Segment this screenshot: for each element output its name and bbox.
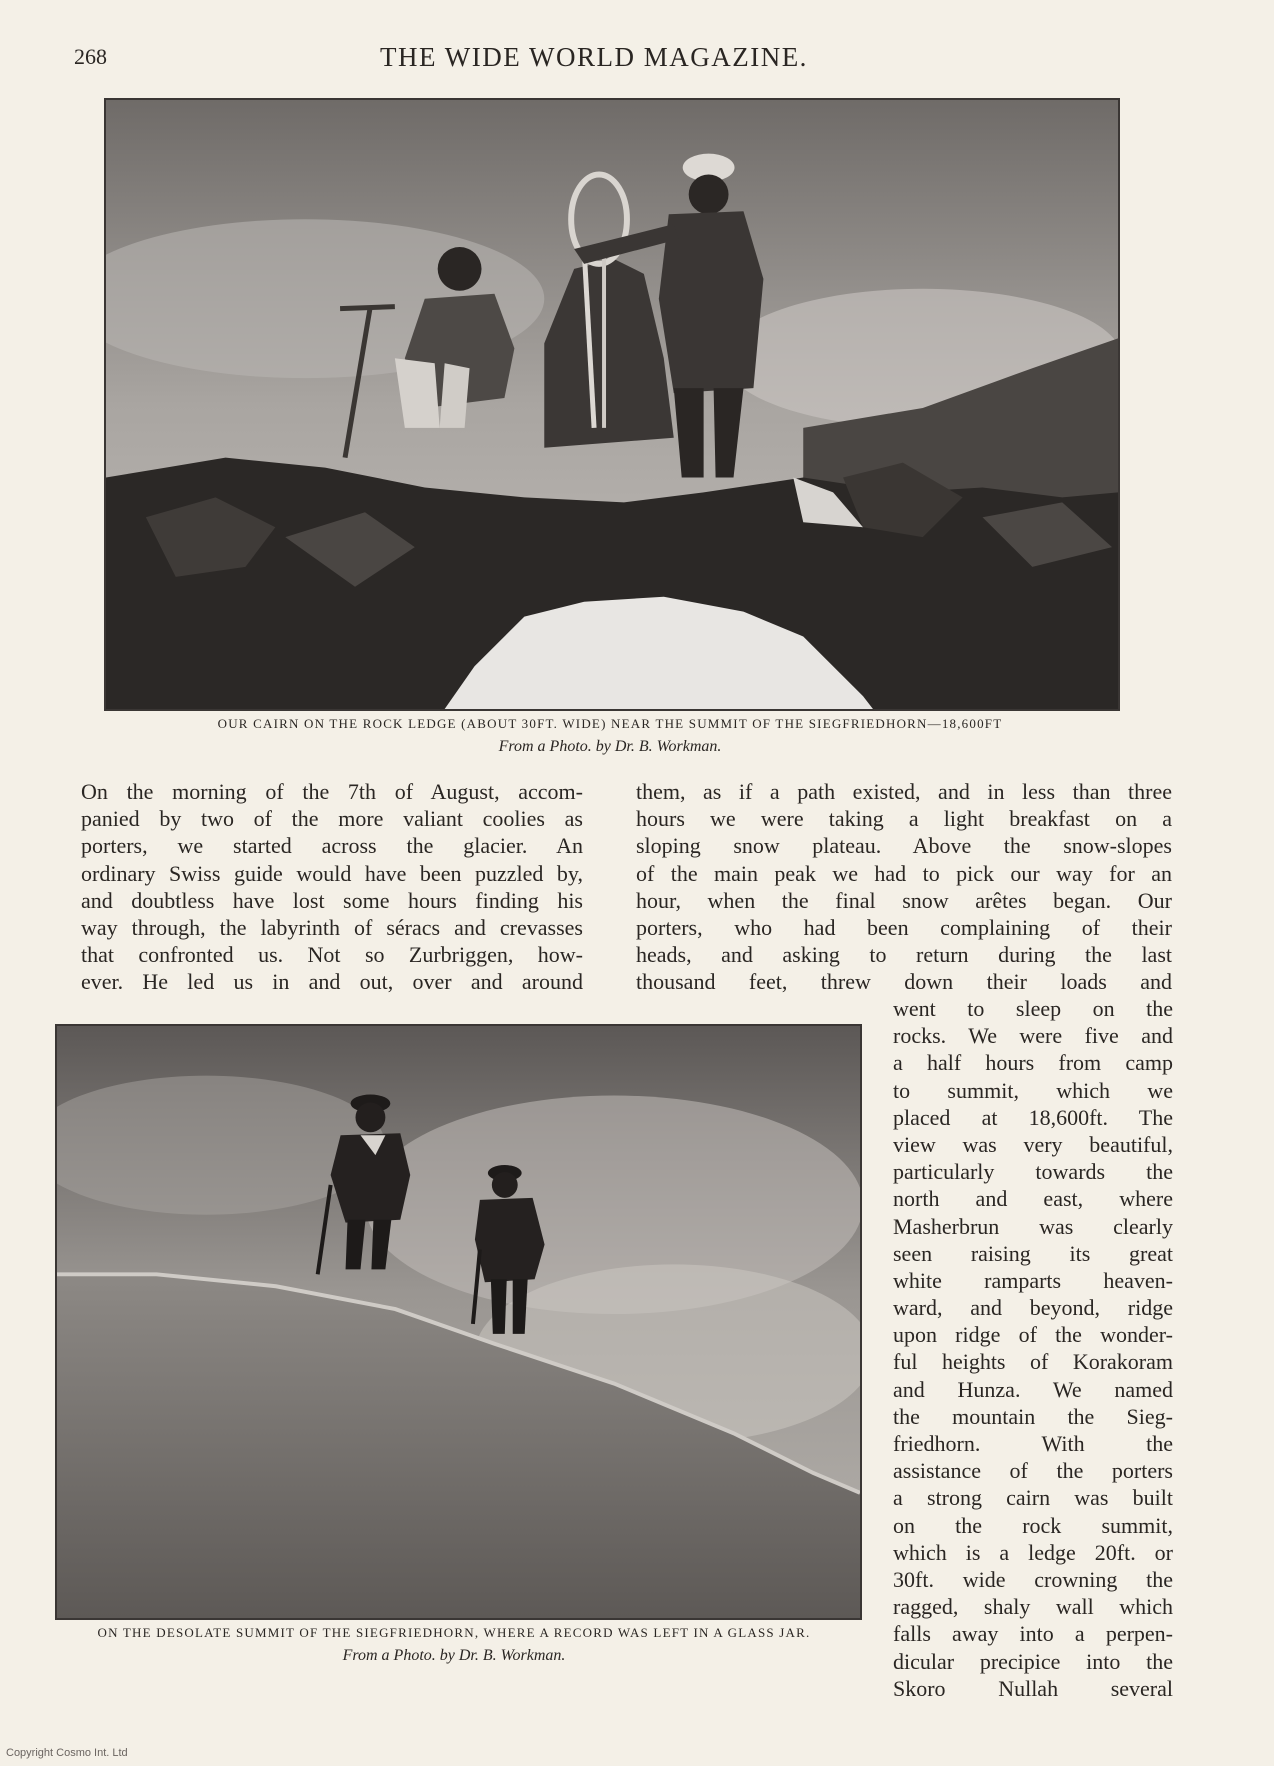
page-number: 268 — [74, 44, 107, 69]
text-line: On the morning of the 7th of August, accom- — [81, 779, 583, 804]
bottom-figure-caption: ON THE DESOLATE SUMMIT OF THE SIEGFRIEDHORN, WHERE A RECORD WAS LEFT IN A GLASS JAR. — [97, 1625, 811, 1640]
body-column-3 — [893, 995, 1173, 1702]
text-line: the mountain the Sieg- — [893, 1403, 1173, 1429]
text-line: and Hunza. We named — [893, 1376, 1173, 1402]
text-line: a half hours from camp — [893, 1050, 1173, 1076]
text-line: which is a ledge 20ft. or — [893, 1539, 1173, 1565]
text-line: ragged, shaly wall which — [893, 1594, 1173, 1620]
text-line: a strong cairn was built — [893, 1485, 1173, 1511]
text-line: to summit, which we — [893, 1077, 1173, 1103]
text-line: ever. He led us in and out, over and around — [81, 969, 583, 995]
text-line: Masherbrun was clearly — [893, 1213, 1173, 1239]
copyright-watermark: Copyright Cosmo Int. Ltd — [6, 1747, 128, 1759]
top-figure-caption: OUR CAIRN ON THE ROCK LEDGE (ABOUT 30FT. WIDE) NEAR THE SUMMIT OF THE SIEGFRIEDHORN—18,600FT — [217, 716, 1003, 731]
text-line: went to sleep on the — [893, 996, 1173, 1021]
text-line: of the main peak we had to pick our way for an — [636, 860, 1172, 886]
text-line: placed at 18,600ft. The — [893, 1104, 1173, 1130]
text-line: white ramparts heaven- — [893, 1267, 1173, 1293]
text-line: way through, the labyrinth of séracs and crevasses — [81, 914, 583, 940]
text-line: ordinary Swiss guide would have been puzzled by, — [81, 860, 583, 886]
text-line: view was very beautiful, — [893, 1131, 1173, 1157]
text-line: and doubtless have lost some hours finding his — [81, 887, 583, 913]
text-line: panied by two of the more valiant coolies as — [81, 806, 583, 832]
text-line: thousand feet, threw down their loads and — [636, 969, 1172, 995]
text-line: north and east, where — [893, 1186, 1173, 1212]
text-line: sloping snow plateau. Above the snow-slopes — [636, 833, 1172, 859]
text-line: upon ridge of the wonder- — [893, 1322, 1173, 1348]
text-line: Skoro Nullah several — [893, 1675, 1173, 1701]
text-line: porters, we started across the glacier. An — [81, 833, 583, 859]
text-line: ward, and beyond, ridge — [893, 1295, 1173, 1321]
text-line: porters, who had been complaining of their — [636, 914, 1172, 940]
top-figure-credit: From a Photo. by Dr. B. Workman. — [498, 738, 722, 755]
text-line: assistance of the porters — [893, 1458, 1173, 1484]
body-column-1 — [81, 778, 583, 996]
text-line: heads, and asking to return during the last — [636, 942, 1172, 968]
text-line: on the rock summit, — [893, 1512, 1173, 1538]
text-line: hour, when the final snow arêtes began. Our — [636, 887, 1172, 913]
running-title: THE WIDE WORLD MAGAZINE. — [380, 42, 808, 72]
text-line: that confronted us. Not so Zurbriggen, how- — [81, 942, 583, 968]
text-line: dicular precipice into the — [893, 1648, 1173, 1674]
text-line: ful heights of Korakoram — [893, 1349, 1173, 1375]
text-line: rocks. We were five and — [893, 1023, 1173, 1049]
text-line: particularly towards the — [893, 1159, 1173, 1185]
summit-photo — [55, 1024, 862, 1620]
text-line: friedhorn. With the — [893, 1431, 1173, 1456]
text-line: seen raising its great — [893, 1240, 1173, 1266]
text-line: hours we were taking a light breakfast on a — [636, 806, 1172, 832]
bottom-figure-credit: From a Photo. by Dr. B. Workman. — [342, 1647, 566, 1664]
text-line: falls away into a perpen- — [893, 1621, 1173, 1647]
cairn-photo — [104, 98, 1120, 711]
text-line: 30ft. wide crowning the — [893, 1566, 1173, 1592]
body-column-2 — [636, 778, 1172, 996]
text-line: them, as if a path existed, and in less than three — [636, 779, 1172, 804]
